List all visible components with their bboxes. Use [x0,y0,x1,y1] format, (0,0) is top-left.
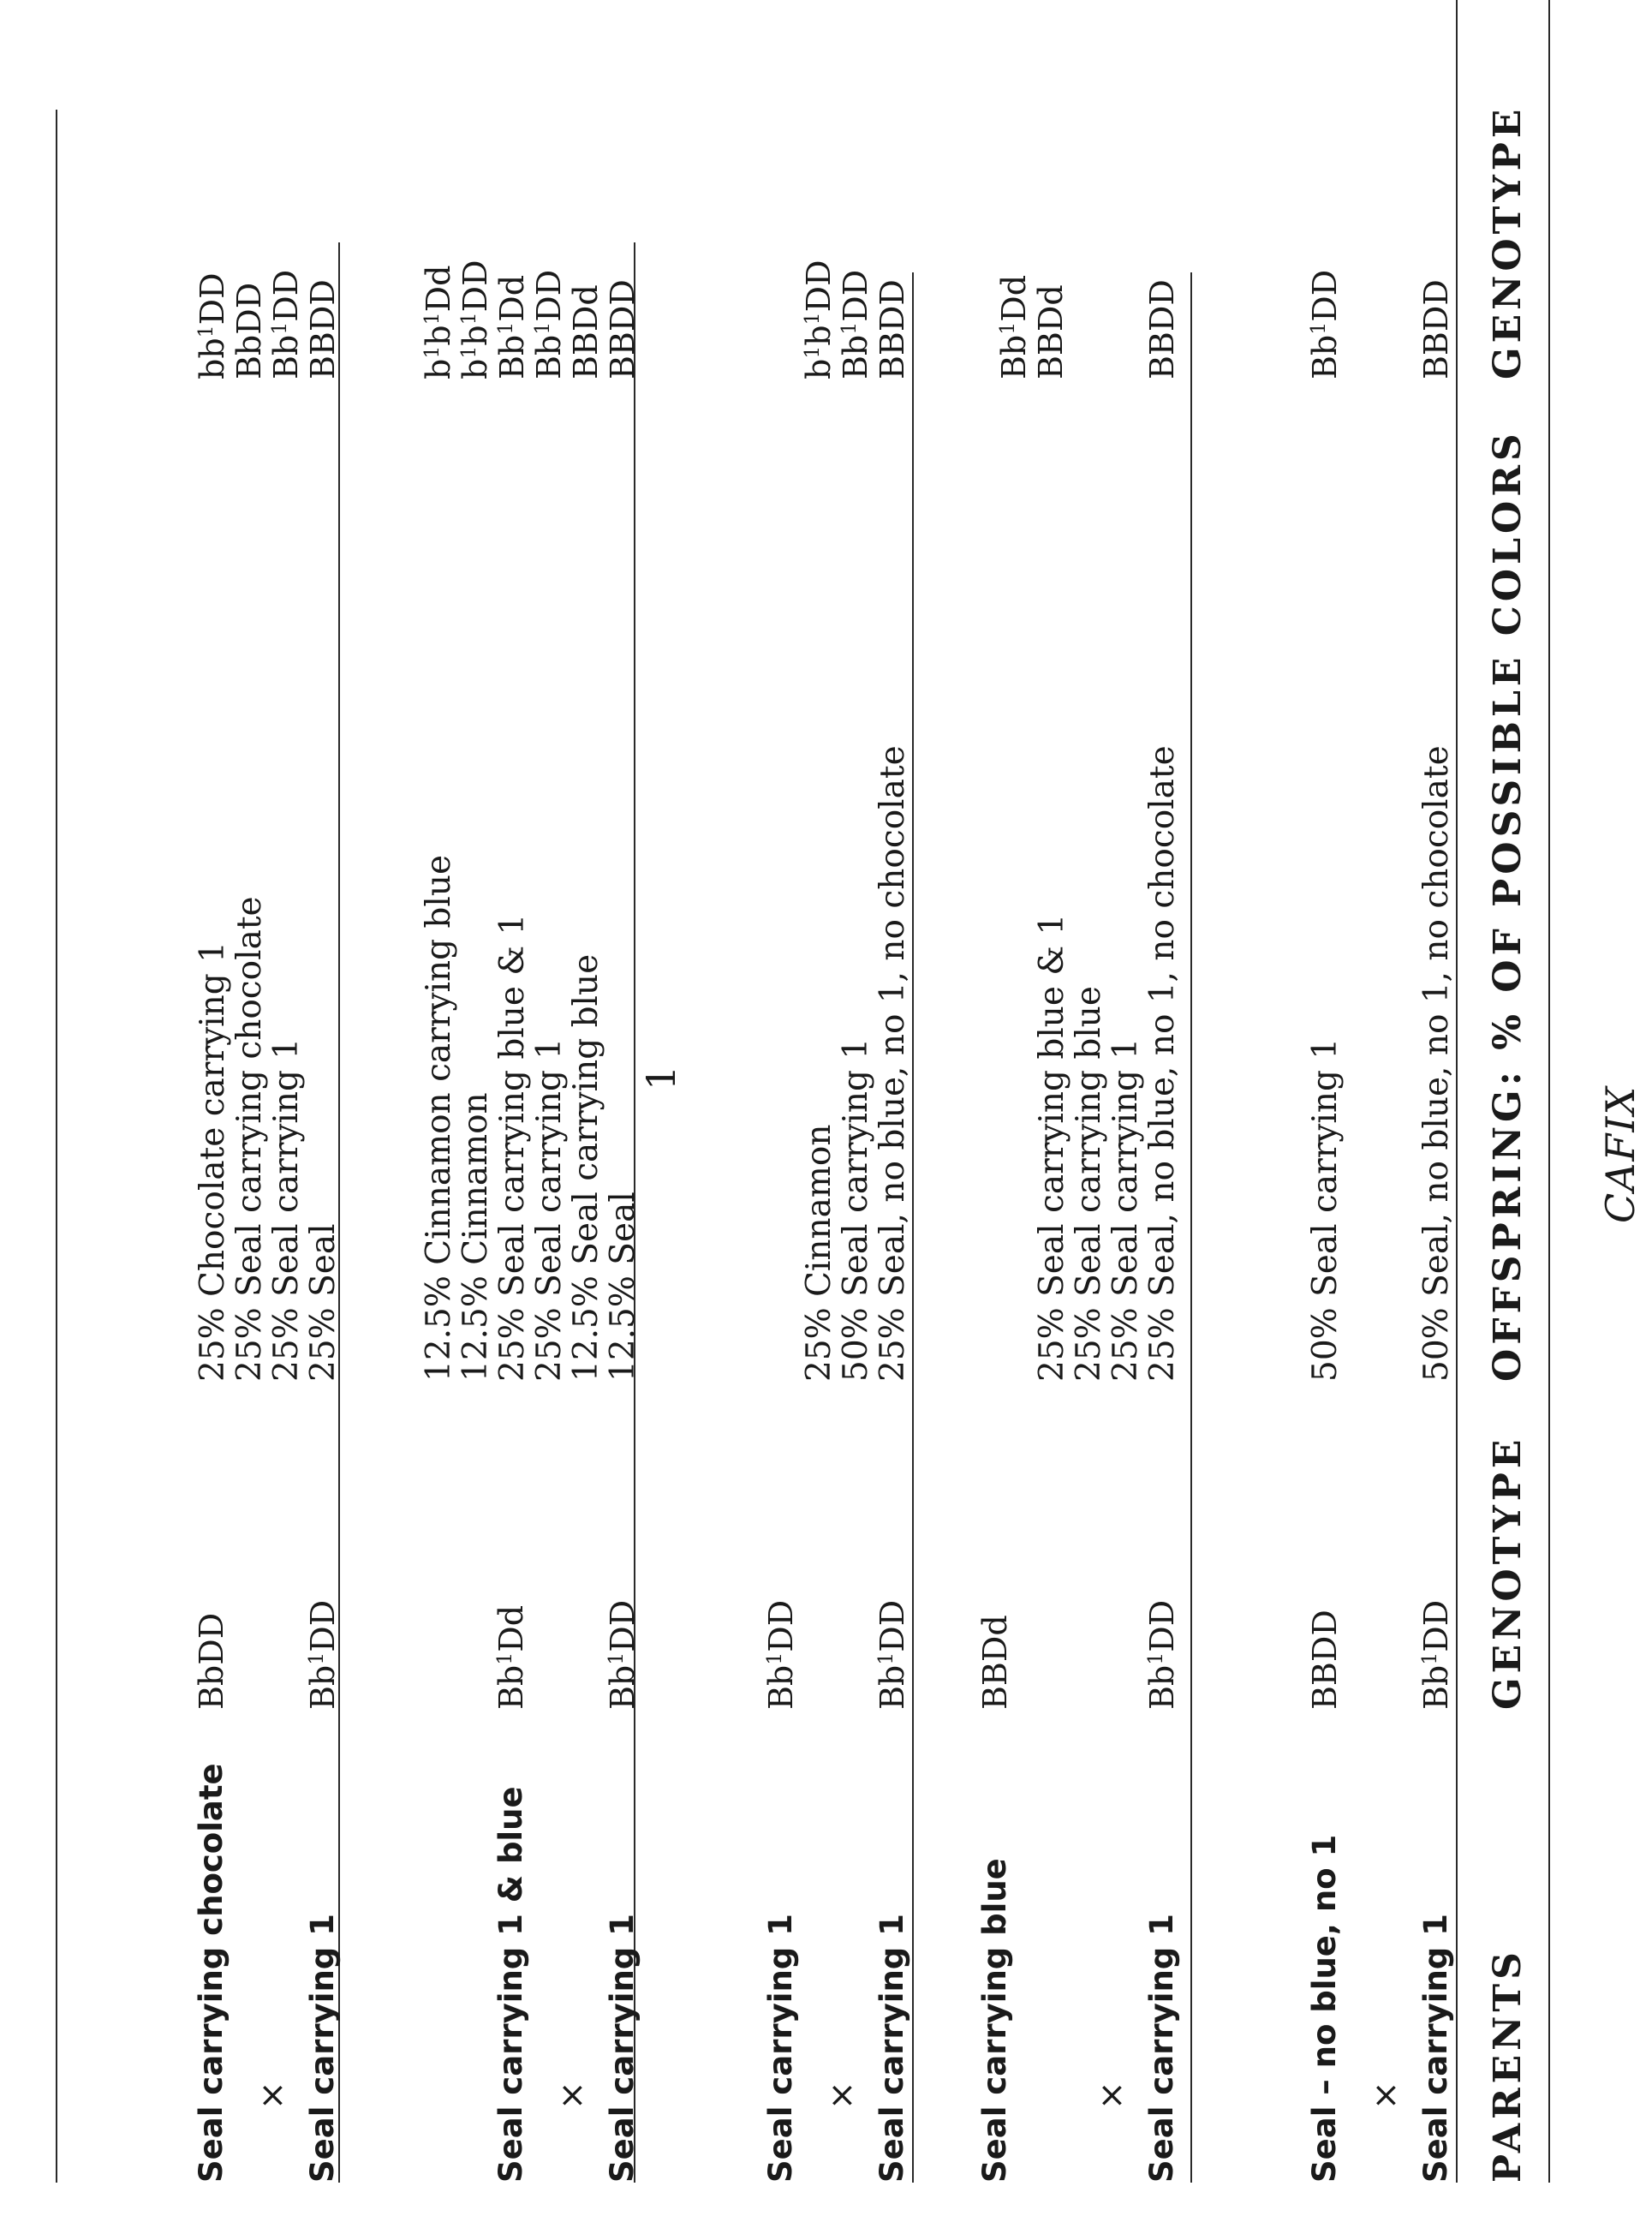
parent2-genotype: BbDD [193,1612,230,1710]
parent1-genotype: Bb$^1$DD [1417,1599,1455,1710]
offspring-genotype: $bb^1DD$ [194,272,231,379]
offspring-genotype: Bb$^1$DD [837,269,874,379]
parent1-genotype: Bb$^1$DD [1143,1599,1181,1710]
offspring-line: 25% Seal carrying 1 [1106,1037,1145,1382]
offspring-line: 25% Seal, no blue, no 1, no chocolate [1143,745,1182,1382]
offspring-genotype: BBDD [1417,279,1455,379]
offspring-genotype: BBDd [567,284,605,379]
offspring-genotype: BBDD [1143,279,1181,379]
offspring-genotype: Bb$^1$DD [1306,269,1344,379]
offspring-genotype: Bb$^1$DD [530,269,568,379]
bottom-rule [56,110,57,2183]
offspring-line: 50% Seal carrying 1 [1306,1037,1345,1382]
offspring-genotype: BBDD [304,279,342,379]
cross-symbol: × [822,2081,862,2110]
parent2-genotype: Bb$^1$DD [762,1599,800,1710]
parent2-label: Seal – no blue, no 1 [1306,1834,1343,2183]
offspring-genotype: BbDD [230,282,268,379]
parent1-label: Seal carrying 1 [304,1914,341,2183]
parent2-genotype: BBDD [1306,1610,1344,1710]
parent2-genotype: BBDd [976,1615,1014,1710]
offspring-line: 25% Seal carrying chocolate [230,896,269,1382]
parent1-label: Seal carrying 1 [874,1914,910,2183]
parent1-genotype: Bb$^1$DD [604,1599,641,1710]
row-separator [1190,272,1192,2183]
offspring-genotype: BBDD [874,279,911,379]
parent2-label: Seal carrying 1 & blue [492,1786,529,2183]
parent1-genotype: Bb$^1$DD [874,1599,911,1710]
offspring-genotype: $b^1b^1DD$ [800,260,838,379]
parent2-label: Seal carrying chocolate [193,1763,230,2183]
page-number: 1 [638,1065,684,1090]
header-rule [1456,0,1458,2183]
top-rule [1548,0,1550,2183]
offspring-line: 25% Seal carrying blue & 1 [493,913,532,1382]
offspring-line: 25% Seal carrying blue & 1 [1033,913,1071,1382]
offspring-line: 25% Cinnamon [800,1124,838,1382]
offspring-line: 25% Seal, no blue, no 1, no chocolate [874,745,912,1382]
document-title: CAFIX [1597,1084,1643,1223]
offspring-genotype: Bb$^1$DD [267,269,305,379]
header-parent-genotype: GENOTYPE [1486,1435,1530,1710]
offspring-line: 12.5% Seal carrying blue [567,953,605,1382]
offspring-genotype: $b^1b^1Dd$ [420,265,457,379]
offspring-line: 25% Seal carrying blue [1070,985,1108,1382]
cross-symbol: × [1366,2081,1405,2110]
row-separator [912,272,914,2183]
offspring-line: 12.5% Cinnamon carrying blue [420,854,458,1382]
offspring-genotype: $b^1b^1DD$ [456,260,494,379]
offspring-line: 25% Seal [304,1223,343,1382]
offspring-line: 50% Seal carrying 1 [837,1037,875,1382]
cross-symbol: × [1092,2081,1131,2110]
row-separator [338,242,340,2183]
parent2-label: Seal carrying 1 [762,1914,799,2183]
offspring-line: 25% Seal carrying 1 [267,1037,306,1382]
offspring-line: 50% Seal, no blue, no 1, no chocolate [1417,745,1456,1382]
offspring-genotype: Bb$^1$Dd [995,274,1033,379]
cross-symbol: × [253,2081,292,2110]
offspring-genotype: BBDd [1032,284,1070,379]
offspring-line: 25% Chocolate carrying 1 [194,941,232,1382]
offspring-line: 25% Seal carrying 1 [530,1037,569,1382]
parent1-label: Seal carrying 1 [1143,1914,1180,2183]
offspring-line: 12.5% Seal [604,1192,642,1382]
parent2-label: Seal carrying blue [976,1858,1013,2183]
parent1-genotype: Bb$^1$DD [304,1599,342,1710]
offspring-genotype: BBDD [604,279,641,379]
header-parents: PARENTS [1486,1948,1530,2183]
offspring-genotype: Bb$^1$Dd [493,274,531,379]
header-offspring: OFFSPRING: % OF POSSIBLE COLORS [1486,429,1530,1382]
cross-symbol: × [552,2081,592,2110]
header-offspring-genotype: GENOTYPE [1486,105,1530,379]
parent1-label: Seal carrying 1 [1417,1914,1454,2183]
offspring-line: 12.5% Cinnamon [456,1092,495,1382]
parent1-label: Seal carrying 1 [604,1914,641,2183]
parent2-genotype: Bb$^1$Dd [492,1604,530,1710]
